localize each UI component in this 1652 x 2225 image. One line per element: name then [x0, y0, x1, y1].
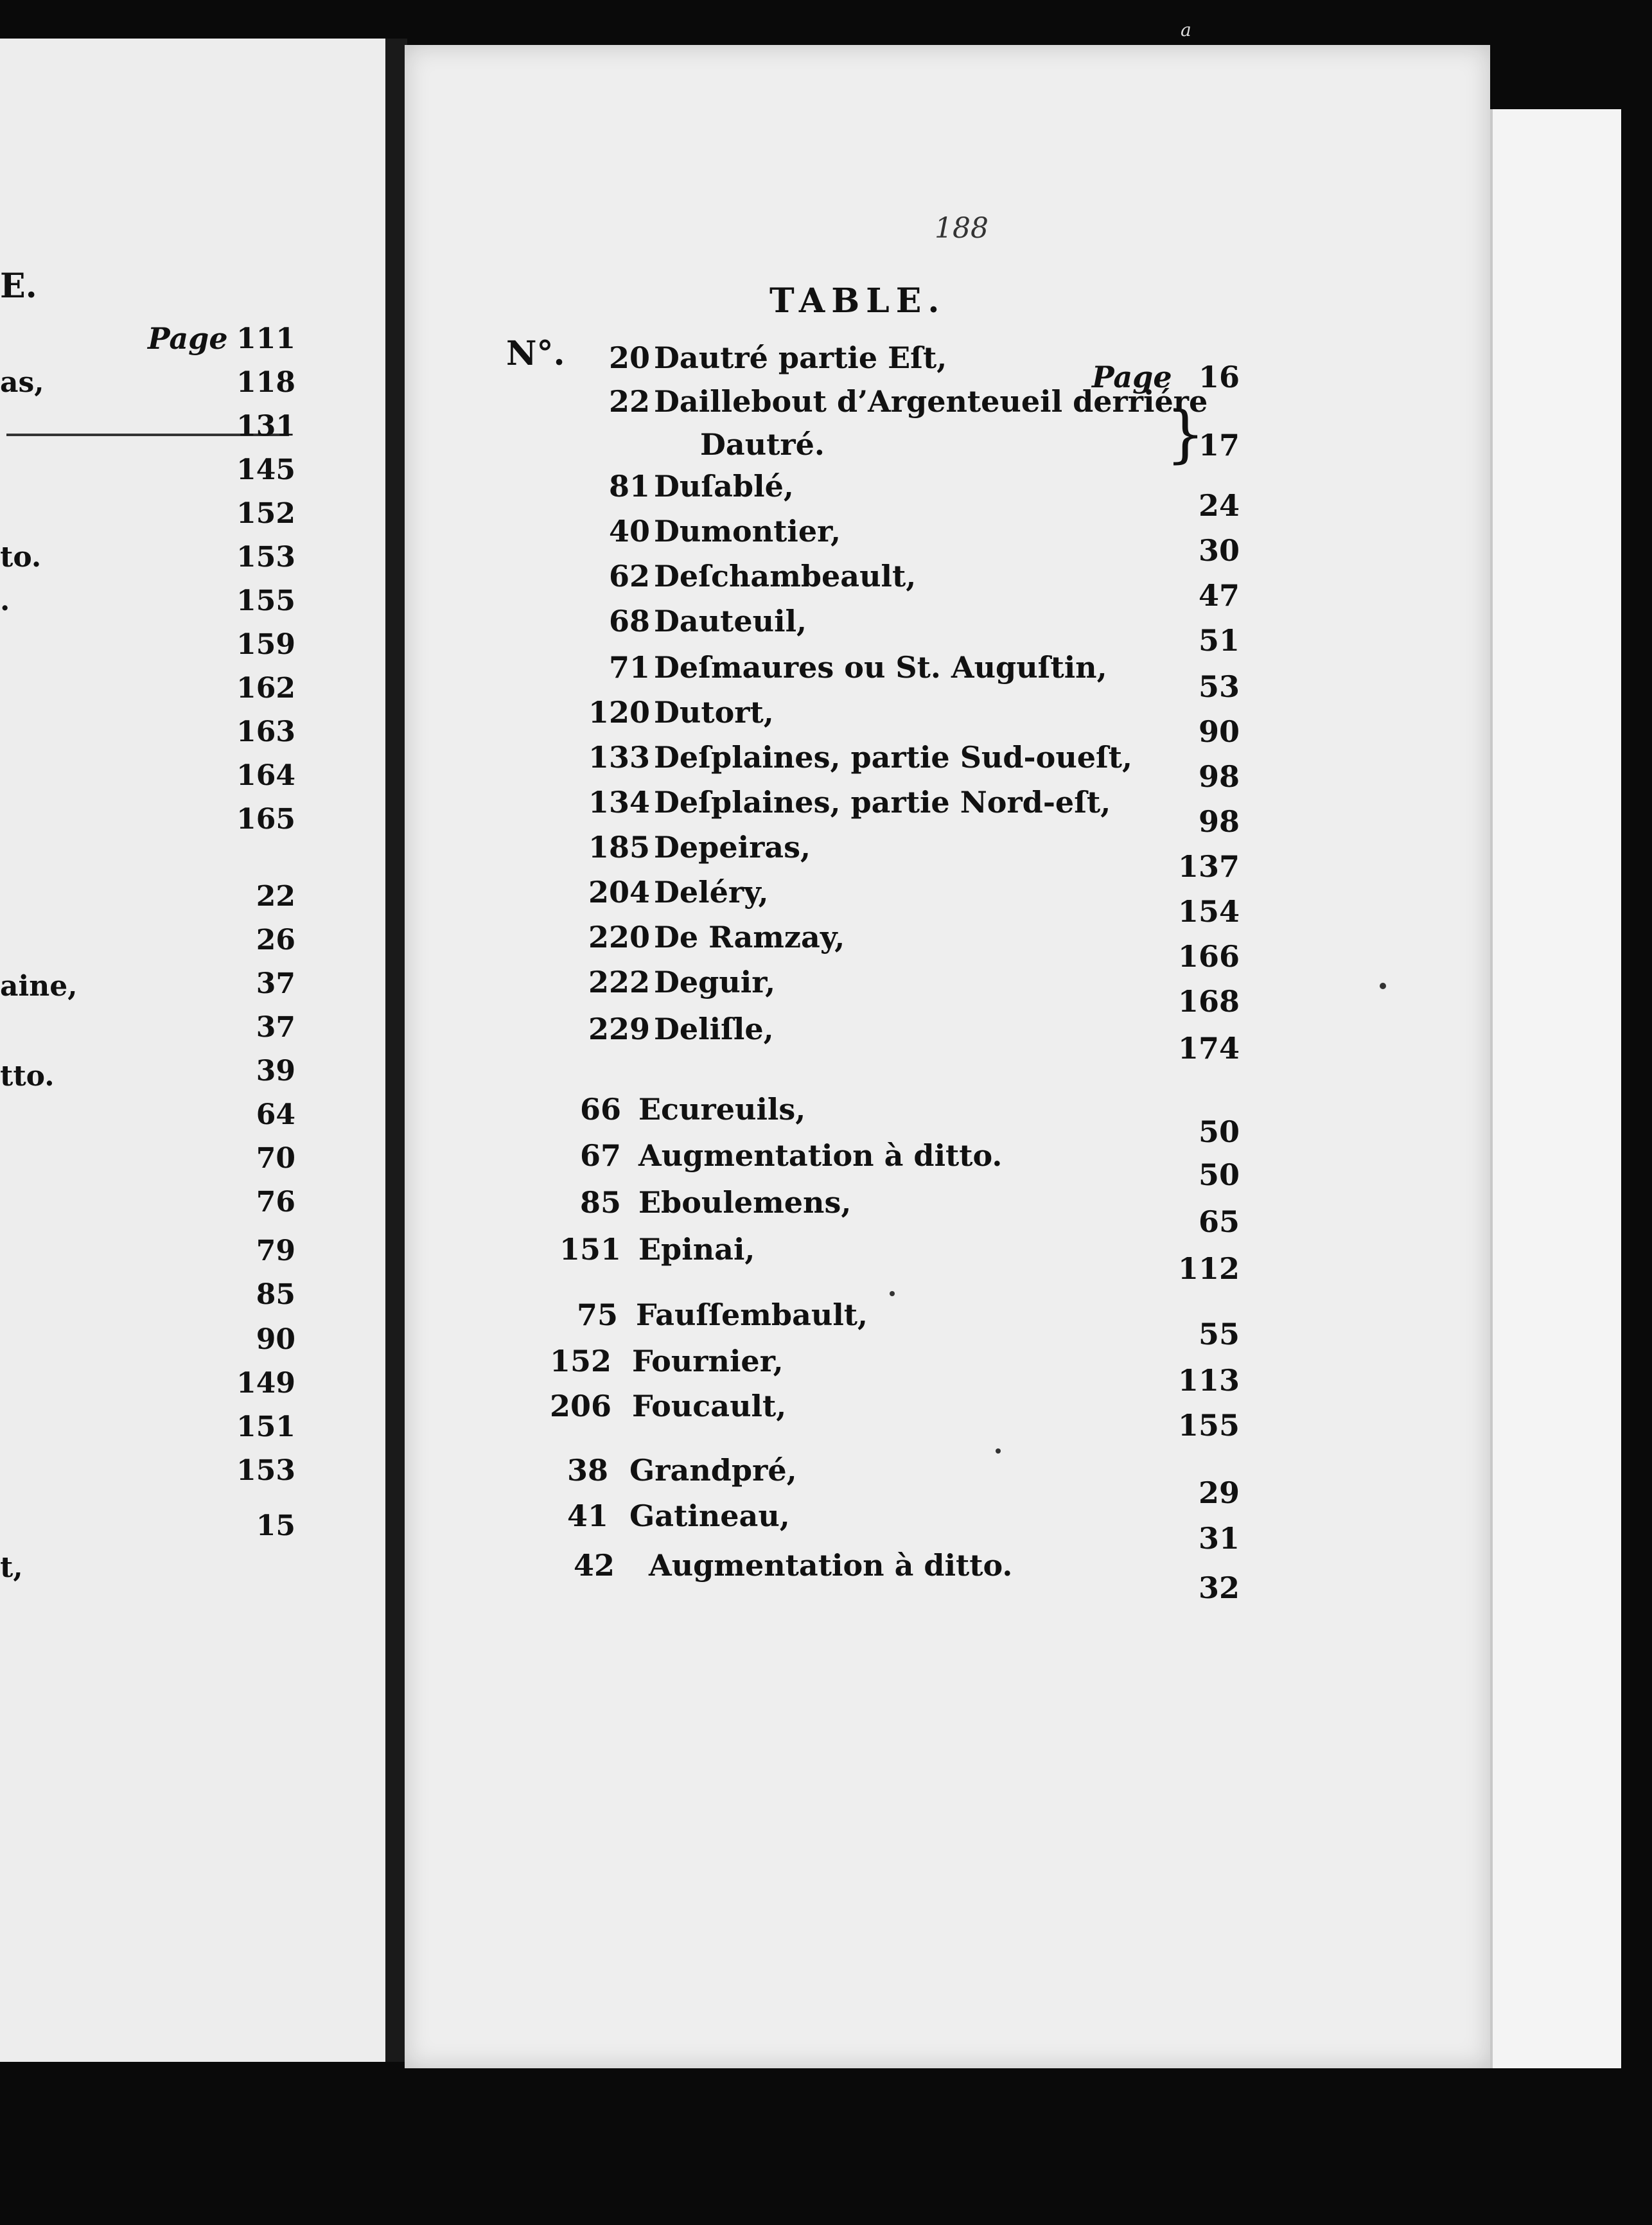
entry-number: 40	[608, 514, 650, 549]
entry-name: Fournier,	[632, 1344, 784, 1378]
left-page-number: 64	[256, 1098, 295, 1131]
left-page-number: 149	[236, 1367, 295, 1400]
table-row	[0, 1389, 1652, 1443]
table-row	[0, 1138, 1652, 1192]
entry-number: 41	[567, 1499, 608, 1533]
entry-name: Eboulemens,	[638, 1185, 852, 1220]
table-row	[0, 1548, 1652, 1605]
left-page-number: 37	[256, 967, 295, 1000]
entry-number: 68	[608, 604, 650, 638]
left-text-fragment: aine,	[0, 970, 78, 1003]
entry-page: 154	[1177, 894, 1240, 929]
entry-page: 174	[1177, 1031, 1240, 1066]
entry-name: Deſplaines, partie Nord-eſt,	[654, 785, 1111, 820]
left-page-number: 37	[256, 1011, 295, 1044]
entry-page: 113	[1177, 1363, 1240, 1398]
handwritten-page-number: 188	[935, 212, 989, 245]
left-page-number: 153	[236, 1454, 295, 1487]
table-row	[0, 514, 1652, 568]
ink-speck	[996, 1448, 1001, 1454]
entry-page: 50	[1198, 1114, 1240, 1149]
entry-name: Deſmaures ou St. Auguſtin,	[654, 650, 1107, 685]
left-page-number: 163	[236, 716, 295, 748]
entry-name: Foucault,	[632, 1389, 787, 1423]
entry-name: Deſplaines, partie Sud-oueſt,	[654, 740, 1133, 775]
table-row	[0, 1092, 1652, 1149]
page-title: TABLE.	[769, 281, 946, 321]
entry-number: 71	[608, 650, 650, 685]
left-page-number: 145	[236, 453, 295, 486]
entry-number: 229	[588, 1012, 650, 1046]
entry-page: 55	[1198, 1317, 1240, 1351]
table-row	[0, 875, 1652, 929]
entry-number: 85	[579, 1185, 621, 1220]
corner-mark: a	[1181, 19, 1191, 40]
entry-page: 53	[1198, 669, 1240, 704]
table-row	[0, 650, 1652, 704]
entry-number: 75	[576, 1297, 618, 1332]
table-row	[0, 830, 1652, 884]
left-text-fragment: as,	[0, 366, 44, 399]
entry-number: 134	[588, 785, 650, 820]
entry-page: 50	[1198, 1157, 1240, 1192]
entry-name: Grandpré,	[629, 1453, 797, 1488]
entry-page: 168	[1177, 984, 1240, 1019]
ink-speck	[890, 1291, 895, 1296]
left-page-number: 153	[236, 541, 295, 574]
table-row	[0, 785, 1652, 839]
entry-number: 42	[573, 1548, 615, 1583]
entry-page: 65	[1198, 1204, 1240, 1239]
entry-number: 67	[579, 1138, 621, 1173]
entry-page: 16	[1198, 360, 1240, 394]
entry-page: 29	[1198, 1475, 1240, 1510]
table-row	[0, 965, 1652, 1019]
page-column-label: Page	[1092, 360, 1172, 394]
entry-name: Daillebout d’Argenteueil derriére	[654, 384, 1208, 419]
entry-number: 206	[549, 1389, 611, 1423]
left-page-number: 26	[256, 924, 295, 956]
entry-name: Deliſle,	[654, 1012, 774, 1046]
entry-name: Duſablé,	[654, 469, 794, 504]
left-page-number: 39	[256, 1055, 295, 1087]
entry-number: 66	[579, 1092, 621, 1127]
entry-number: 81	[608, 469, 650, 504]
entry-number: 185	[588, 830, 650, 865]
left-page-number: 152	[236, 497, 295, 530]
left-page-number: 131	[236, 410, 295, 443]
entry-name: Deguir,	[654, 965, 776, 999]
left-text-fragment: tto.	[0, 1060, 55, 1093]
left-page-number: 70	[256, 1142, 295, 1175]
entry-number: 133	[588, 740, 650, 775]
table-row	[0, 604, 1652, 658]
left-text-fragment: t,	[0, 1551, 23, 1584]
table-row	[0, 1012, 1652, 1066]
entry-name: Fauſſembault,	[636, 1297, 868, 1332]
entry-name: Gatineau,	[629, 1499, 790, 1533]
table-row	[0, 1344, 1652, 1398]
entry-name: Depeiras,	[654, 830, 811, 865]
number-column-label: N°.	[506, 334, 565, 373]
left-page-number: 151	[236, 1411, 295, 1443]
entry-page: 166	[1177, 939, 1240, 974]
entry-page: 112	[1177, 1251, 1240, 1286]
entry-number: 151	[559, 1232, 621, 1267]
table-row	[0, 1232, 1652, 1286]
table-row	[0, 559, 1652, 613]
left-page-number: 165	[236, 803, 295, 836]
left-page-number: 164	[236, 759, 295, 792]
left-page-number: 76	[256, 1186, 295, 1218]
left-page-number: 22	[256, 880, 295, 913]
entry-number: 38	[567, 1453, 608, 1488]
entry-number: 120	[588, 695, 650, 730]
entry-name: Dutort,	[654, 695, 774, 730]
left-page-number: 85	[256, 1278, 295, 1311]
entry-name: De Ramzay,	[654, 920, 845, 954]
ink-speck	[1380, 983, 1386, 989]
left-page-label: Page	[148, 321, 228, 356]
table-row	[0, 920, 1652, 974]
left-page-number: 90	[256, 1323, 295, 1356]
entry-number: 222	[588, 965, 650, 999]
entry-continuation: Dautré.	[700, 427, 825, 462]
entry-number: 20	[608, 340, 650, 375]
entry-page: 32	[1198, 1570, 1240, 1605]
entry-page: 155	[1177, 1408, 1240, 1443]
entry-name: Ecureuils,	[638, 1092, 806, 1127]
left-page-number: 159	[236, 628, 295, 661]
table-row	[0, 1453, 1652, 1510]
table-row	[0, 1185, 1652, 1239]
entry-number: 204	[588, 875, 650, 910]
table-row	[0, 469, 1652, 523]
entry-page: 90	[1198, 714, 1240, 749]
entry-page: 51	[1198, 623, 1240, 658]
entry-page: 24	[1198, 488, 1240, 523]
entry-name: Deléry,	[654, 875, 769, 910]
left-text-fragment: .	[0, 585, 10, 617]
table-row	[0, 740, 1652, 794]
entry-page: 31	[1198, 1521, 1240, 1556]
left-page-number: 155	[236, 585, 295, 617]
left-page-number: 111	[236, 322, 295, 355]
table-row	[0, 340, 1652, 394]
entry-name: Dumontier,	[654, 514, 841, 549]
entry-number: 62	[608, 559, 650, 594]
entry-page: 137	[1177, 849, 1240, 884]
entry-number: 152	[549, 1344, 611, 1378]
entry-name: Augmentation à ditto.	[638, 1138, 1003, 1173]
table-row	[0, 695, 1652, 749]
entry-page: 98	[1198, 804, 1240, 839]
table-row	[0, 1297, 1652, 1351]
left-page-number: 162	[236, 672, 295, 705]
entry-name: Deſchambeault,	[654, 559, 917, 594]
entry-name: Dauteuil,	[654, 604, 807, 638]
entry-name: Dautré partie Eſt,	[654, 340, 947, 375]
entry-number: 22	[608, 384, 650, 419]
brace-icon: }	[1166, 398, 1206, 470]
entry-page: 17	[1198, 428, 1240, 462]
entry-name: Augmentation à ditto.	[649, 1548, 1013, 1583]
left-page-number: 118	[236, 366, 295, 399]
left-page-number: 79	[256, 1235, 295, 1267]
entry-page: 30	[1198, 533, 1240, 568]
entry-page: 47	[1198, 578, 1240, 613]
left-heading-fragment: E.	[0, 267, 37, 306]
entry-page: 98	[1198, 759, 1240, 794]
entry-number: 220	[588, 920, 650, 954]
entry-name: Epinai,	[638, 1232, 755, 1267]
table-row	[0, 1499, 1652, 1556]
left-text-fragment: to.	[0, 541, 42, 574]
left-page-number: 15	[256, 1509, 295, 1542]
